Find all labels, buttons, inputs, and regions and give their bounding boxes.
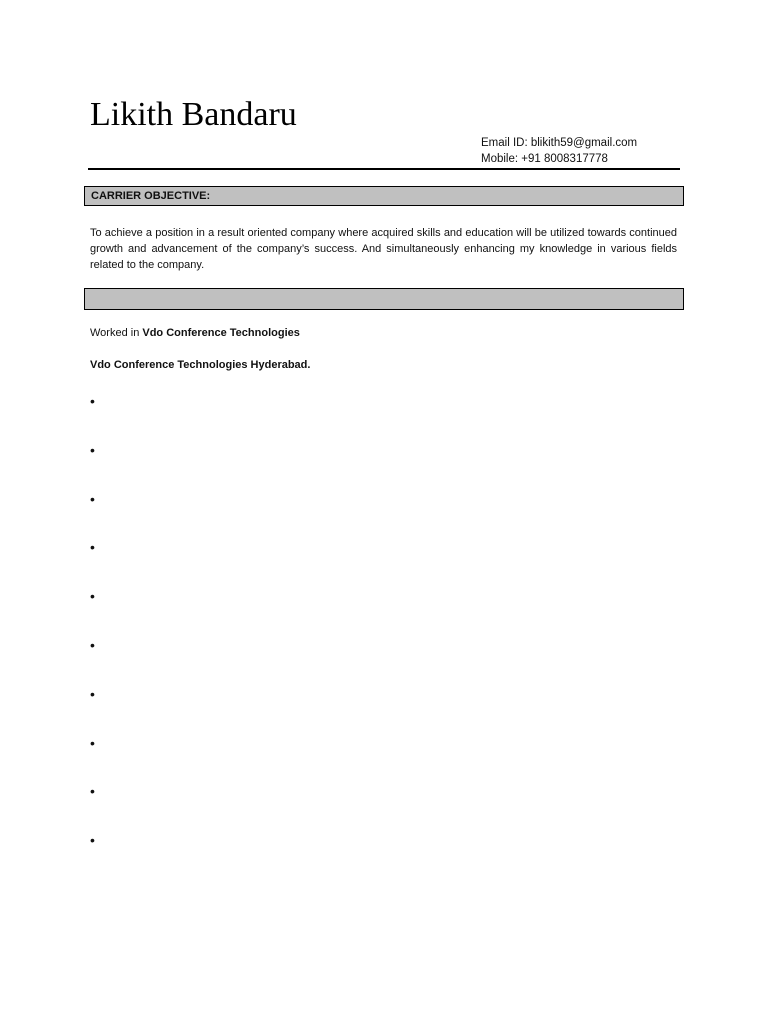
worked-in-company: Vdo Conference Technologies [142, 327, 300, 339]
list-item [90, 783, 95, 832]
bullet-icon: • [90, 441, 95, 458]
candidate-name: Likith Bandaru [90, 96, 297, 133]
bullet-icon: • [90, 490, 95, 507]
objective-section-bar [84, 186, 684, 206]
bullet-icon: • [90, 832, 95, 849]
objective-paragraph: To achieve a position in a result oriented company where acquired skills and education will be utilized towards continued growth and advancement of the company’s success. And simultaneously enhancing my knowledge in various fields related to the company. [90, 227, 677, 271]
list-item [90, 686, 95, 735]
list-item [90, 637, 95, 686]
list-item [90, 588, 95, 637]
list-item [90, 832, 95, 881]
email-text: Email ID: blikith59@gmail.com [481, 137, 638, 149]
list-item [90, 442, 95, 491]
worked-in-line [90, 325, 300, 341]
contact-block [481, 135, 637, 167]
list-item [90, 393, 95, 442]
bullet-icon: • [90, 539, 95, 556]
bullet-icon: • [90, 636, 95, 653]
responsibilities-list [90, 393, 95, 881]
bullet-icon: • [90, 685, 95, 702]
mobile-text: Mobile: +91 8008317778 [481, 153, 608, 165]
experience-section-bar [84, 288, 684, 310]
header-divider [88, 168, 680, 170]
bullet-icon: • [90, 734, 95, 751]
worked-in-prefix: Worked in [90, 327, 143, 339]
company-location: Vdo Conference Technologies Hyderabad. [90, 359, 311, 371]
objective-section-title: CARRIER OBJECTIVE: [91, 190, 211, 202]
list-item [90, 491, 95, 540]
list-item [90, 539, 95, 588]
bullet-icon: • [90, 588, 95, 605]
list-item [90, 735, 95, 784]
bullet-icon: • [90, 393, 95, 409]
bullet-icon: • [90, 783, 95, 800]
